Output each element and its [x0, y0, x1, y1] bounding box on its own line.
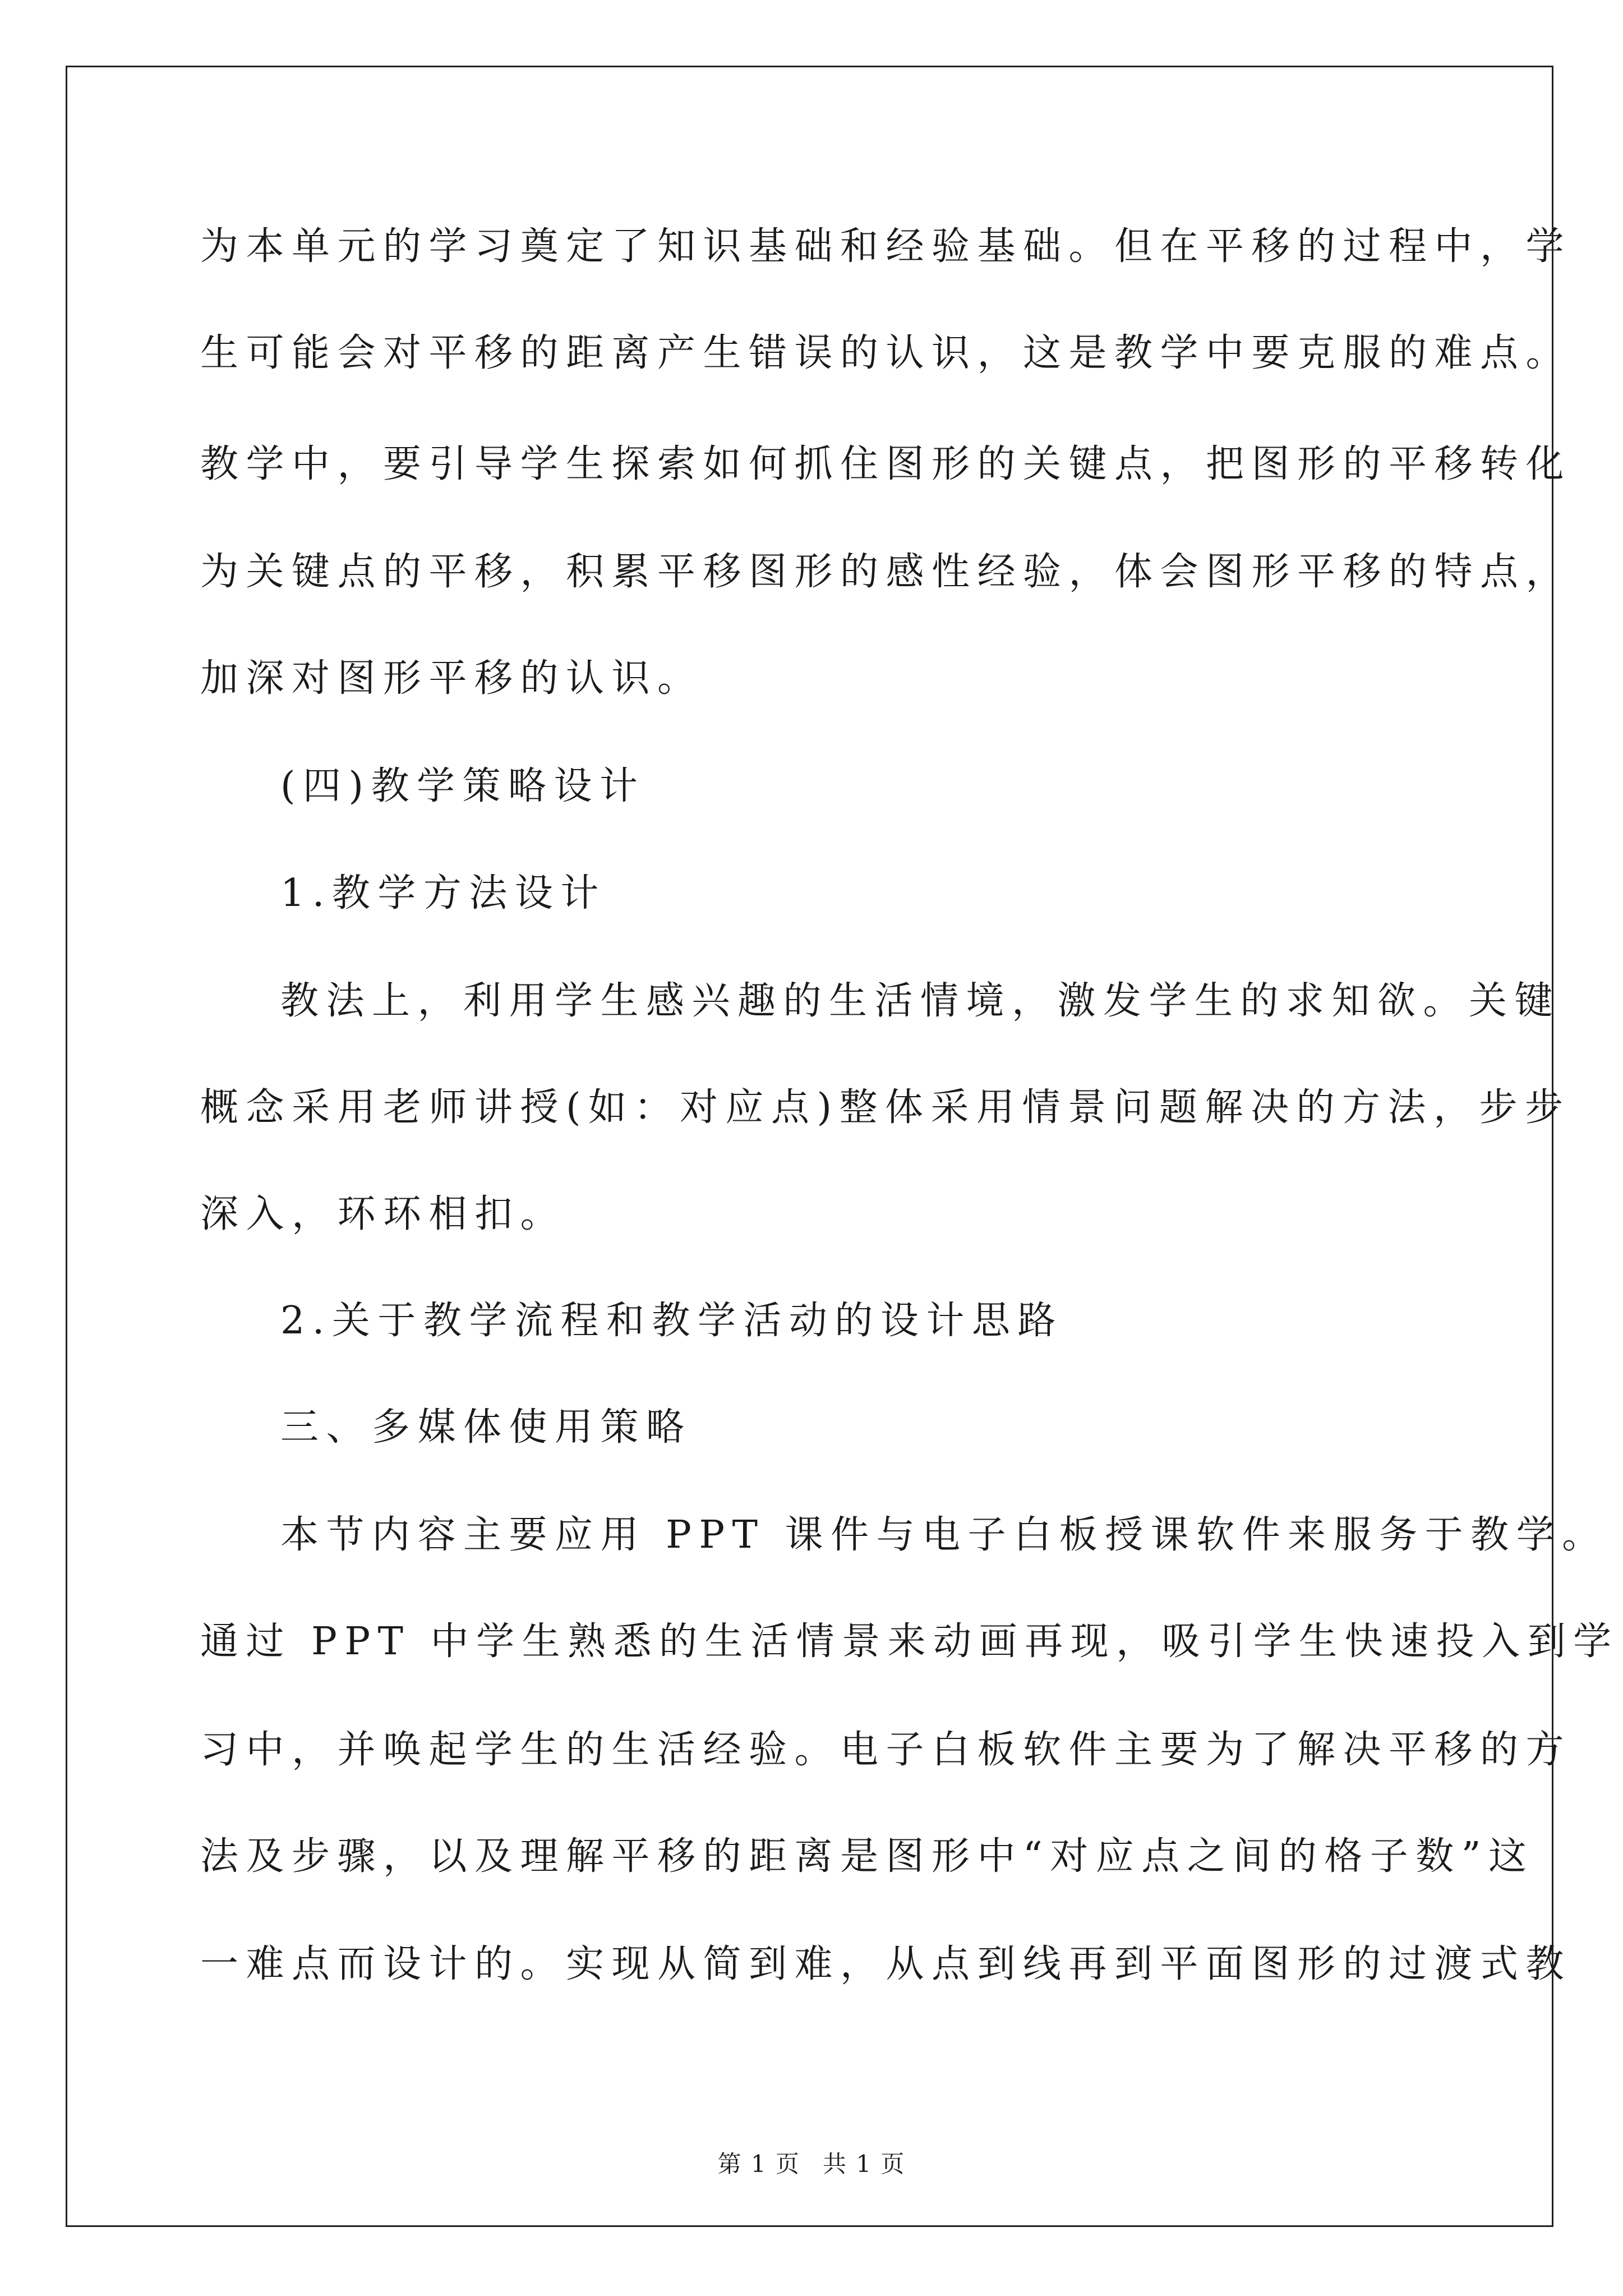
- paragraph-line: 为关键点的平移，积累平移图形的感性经验，体会图形平移的特点，: [200, 550, 1572, 594]
- paragraph-line: 教法上，利用学生感兴趣的生活情境，激发学生的求知欲。关键: [280, 979, 1561, 1023]
- paragraph-line: 概念采用老师讲授(如：对应点)整体采用情景问题解决的方法，步步: [200, 1085, 1571, 1130]
- page-footer: [0, 2150, 1623, 2178]
- subsection-heading: 1.教学方法设计: [280, 871, 606, 915]
- paragraph-line: 通过 PPT 中学生熟悉的生活情景来动画再现，吸引学生快速投入到学: [200, 1619, 1619, 1664]
- paragraph-line: 本节内容主要应用 PPT 课件与电子白板授课软件来服务于教学。: [280, 1513, 1608, 1557]
- paragraph-line: 教学中，要引导学生探索如何抓住图形的关键点，把图形的平移转化: [200, 442, 1572, 486]
- page-border: [66, 66, 1619, 2227]
- page-number: 第 1 页: [717, 2150, 800, 2178]
- paragraph-line: 加深对图形平移的认识。: [200, 656, 703, 701]
- section-heading: 三、多媒体使用策略: [280, 1405, 692, 1450]
- page-total: 共 1 页: [823, 2150, 906, 2178]
- subsection-heading: 2.关于教学流程和教学活动的设计思路: [280, 1299, 1063, 1343]
- paragraph-line: 一难点而设计的。实现从简到难，从点到线再到平面图形的过渡式教: [200, 1942, 1572, 1986]
- paragraph-line: 深入，环环相扣。: [200, 1192, 566, 1236]
- section-heading: (四)教学策略设计: [280, 764, 645, 808]
- paragraph-line: 为本单元的学习奠定了知识基础和经验基础。但在平移的过程中，学: [200, 224, 1572, 269]
- paragraph-line: 习中，并唤起学生的生活经验。电子白板软件主要为了解决平移的方: [200, 1728, 1572, 1772]
- paragraph-line: 生可能会对平移的距离产生错误的认识，这是教学中要克服的难点。: [200, 331, 1572, 375]
- paragraph-line: 法及步骤，以及理解平移的距离是图形中“对应点之间的格子数”这: [200, 1834, 1534, 1879]
